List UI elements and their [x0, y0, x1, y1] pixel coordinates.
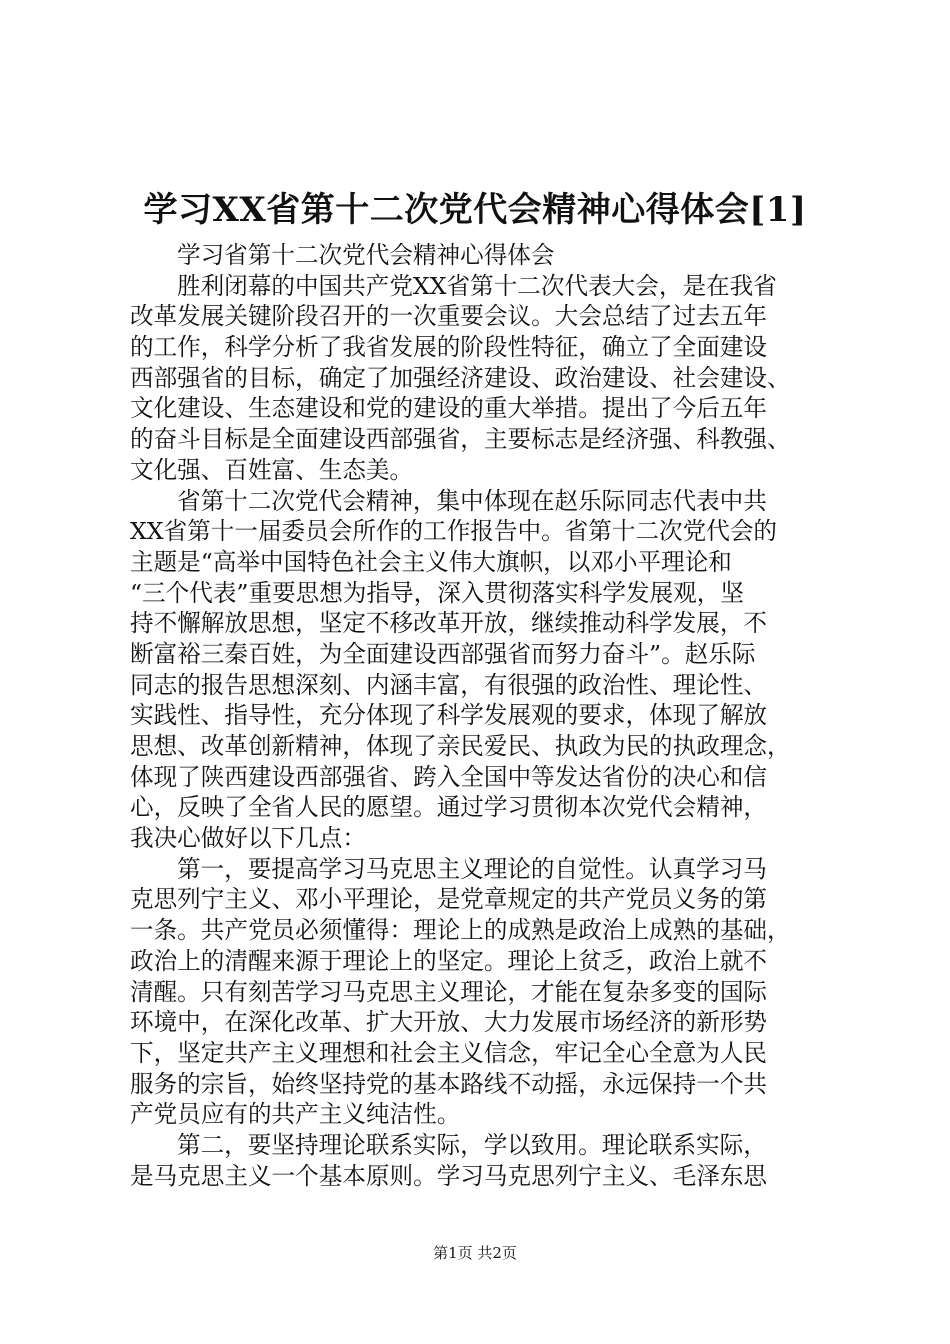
body-line: 持不懈解放思想，坚定不移改革开放，继续推动科学发展，不	[130, 609, 768, 638]
body-line: 环境中，在深化改革、扩大开放、大力发展市场经济的新形势	[130, 1008, 768, 1037]
body-line: 省第十二次党代会精神，集中体现在赵乐际同志代表中共	[177, 486, 767, 515]
body-line: 实践性、指导性，充分体现了科学发展观的要求，体现了解放	[130, 701, 768, 730]
body-line: 思想、改革创新精神，体现了亲民爱民、执政为民的执政理念，	[130, 732, 791, 760]
body-line: 文化建设、生态建设和党的建设的重大举措。提出了今后五年	[130, 394, 768, 423]
body-line: 西部强省的目标，确定了加强经济建设、政治建设、社会建设、	[130, 363, 791, 392]
body-line: 胜利闭幕的中国共产党XX省第十二次代表大会，是在我省	[177, 271, 777, 300]
body-line: 的奋斗目标是全面建设西部强省，主要标志是经济强、科教强、	[130, 425, 791, 454]
body-line: 是马克思主义一个基本原则。学习马克思列宁主义、毛泽东思	[130, 1161, 768, 1190]
body-line: 学习省第十二次党代会精神心得体会	[177, 241, 555, 269]
body-line: 同志的报告思想深刻、内涵丰富，有很强的政治性、理论性、	[130, 670, 768, 699]
body-line: 服务的宗旨，始终坚持党的基本路线不动摇，永远保持一个共	[130, 1069, 768, 1098]
body-line: 下，坚定共产主义理想和社会主义信念，牢记全心全意为人民	[130, 1038, 768, 1067]
body-line: 产党员应有的共产主义纯洁性。	[130, 1100, 461, 1129]
body-line: 第一，要提高学习马克思主义理论的自觉性。认真学习马	[177, 854, 767, 883]
body-line: 改革发展关键阶段召开的一次重要会议。大会总结了过去五年	[130, 302, 768, 331]
body-line: 主题是“高举中国特色社会主义伟大旗帜，以邓小平理论和	[130, 547, 732, 576]
body-line: 一条。共产党员必须懂得：理论上的成熟是政治上成熟的基础，	[130, 916, 791, 945]
body-line: 心，反映了全省人民的愿望。通过学习贯彻本次党代会精神，	[130, 793, 768, 822]
body-line: XX省第十一届委员会所作的工作报告中。省第十二次党代会的	[130, 517, 778, 546]
body-line: 断富裕三秦百姓，为全面建设西部强省而努力奋斗”。赵乐际	[130, 639, 756, 668]
body-line: “三个代表”重要思想为指导，深入贯彻落实科学发展观，坚	[130, 578, 744, 607]
body-line: 清醒。只有刻苦学习马克思主义理论，才能在复杂多变的国际	[130, 977, 768, 1006]
body-line: 第二，要坚持理论联系实际，学以致用。理论联系实际，	[177, 1130, 767, 1159]
document-body	[130, 240, 842, 1191]
body-line: 的工作，科学分析了我省发展的阶段性特征，确立了全面建设	[130, 333, 768, 362]
body-line: 克思列宁主义、邓小平理论，是党章规定的共产党员义务的第	[130, 885, 768, 914]
document-title: 学习XX省第十二次党代会精神心得体会[1]	[143, 190, 807, 230]
body-line: 文化强、百姓富、生态美。	[130, 455, 414, 484]
page-footer: 第1页 共2页	[433, 1244, 517, 1262]
body-line: 政治上的清醒来源于理论上的坚定。理论上贫乏，政治上就不	[130, 946, 768, 975]
body-line: 体现了陕西建设西部强省、跨入全国中等发达省份的决心和信	[130, 762, 768, 791]
body-line: 我决心做好以下几点：	[130, 824, 366, 853]
